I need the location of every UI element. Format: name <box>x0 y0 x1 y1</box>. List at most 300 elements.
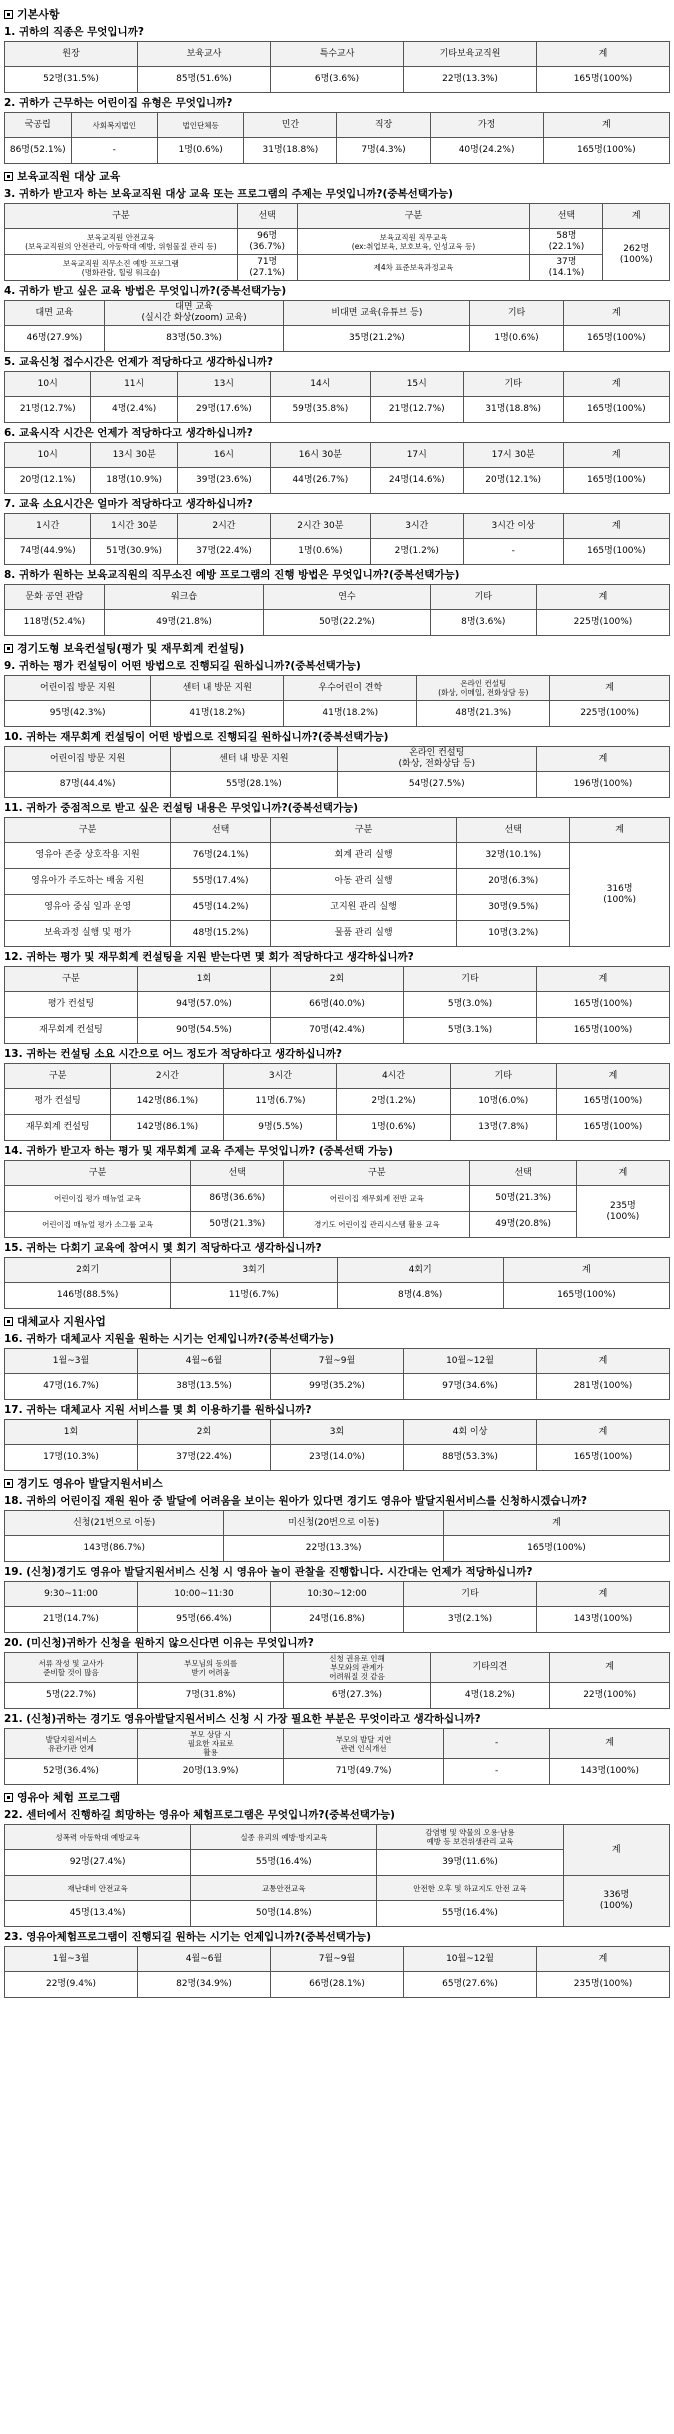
table-header-row <box>5 1511 670 1536</box>
table-cell: 38명(13.5%) <box>138 1374 271 1400</box>
table-cell: 영유아가 주도하는 배움 지원 <box>5 869 171 895</box>
table-cell: 연수 <box>264 585 430 610</box>
question-title: 5. 교육신청 접수시간은 언제가 적당하다고 생각하십니까? <box>4 356 273 368</box>
result-table <box>4 966 670 1044</box>
table-cell: 165명(100%) <box>537 1018 670 1044</box>
question-title: 21. (신청)귀하는 경기도 영유아발달지원서비스 신청 시 가장 필요한 부분은 무엇이라고 생각하십니까? <box>4 1713 481 1725</box>
table-header-row <box>5 113 670 138</box>
table-cell: 55명(17.4%) <box>171 869 271 895</box>
table-cell: 71명(49.7%) <box>284 1759 444 1785</box>
table-cell: 1명(0.6%) <box>157 138 243 164</box>
table-cell: 165명(100%) <box>537 1445 670 1471</box>
table-header-row <box>5 818 670 843</box>
table-header-row <box>5 1729 670 1759</box>
table-cell: 8명(4.8%) <box>337 1283 503 1309</box>
table-cell: 11시 <box>91 372 177 397</box>
table-cell: 41명(18.2%) <box>284 701 417 727</box>
table-cell: 기타 <box>404 1582 537 1607</box>
table-cell: 가정 <box>430 113 543 138</box>
table-cell: 1명(0.6%) <box>337 1115 450 1141</box>
question-title: 11. 귀하가 중점적으로 받고 싶은 컨설팅 내용은 무엇입니까?(중복선택가능) <box>4 802 359 814</box>
table-cell: 우수어린이 견학 <box>284 676 417 701</box>
table-cell: 센터 내 방문 지원 <box>171 747 337 772</box>
table-cell: 재무회계 컨설팅 <box>5 1018 138 1044</box>
table-cell: 165명(100%) <box>563 397 669 423</box>
table-cell: 8명(3.6%) <box>430 610 536 636</box>
table-cell: 5명(22.7%) <box>5 1683 138 1709</box>
result-table <box>4 371 670 423</box>
table-cell: 9:30~11:00 <box>5 1582 138 1607</box>
table-cell: 계 <box>570 818 670 843</box>
table-row <box>5 1536 670 1562</box>
table-cell: 법인단체등 <box>157 113 243 138</box>
table-cell: 165명(100%) <box>556 1115 669 1141</box>
section-heading <box>4 170 670 184</box>
section-title: 대체교사 지원사업 <box>17 1315 106 1328</box>
section-title: 경기도형 보육컨설팅(평가 및 재무회계 컨설팅) <box>17 642 245 655</box>
table-cell: 어린이집 방문 지원 <box>5 676 151 701</box>
table-header-row <box>5 514 670 539</box>
table-cell: 7명(31.8%) <box>138 1683 284 1709</box>
table-row <box>5 1445 670 1471</box>
table-row <box>5 1683 670 1709</box>
table-cell: 평가 컨설팅 <box>5 992 138 1018</box>
table-cell: 2명(1.2%) <box>337 1089 450 1115</box>
result-table <box>4 1728 670 1785</box>
square-bullet-icon <box>4 1793 13 1802</box>
table-cell: 국공립 <box>5 113 72 138</box>
table-header-row <box>5 1349 670 1374</box>
table-cell: 31명(18.8%) <box>244 138 337 164</box>
table-cell: 87명(44.4%) <box>5 772 171 798</box>
table-cell: 계 <box>563 1825 669 1876</box>
table-cell: 3시간 이상 <box>463 514 563 539</box>
table-cell: - <box>463 539 563 565</box>
table-cell: 35명(21.2%) <box>284 326 470 352</box>
table-cell: 32명(10.1%) <box>457 843 570 869</box>
table-cell: 51명(30.9%) <box>91 539 177 565</box>
table-cell: 3회 <box>271 1420 404 1445</box>
table-cell: 146명(88.5%) <box>5 1283 171 1309</box>
table-row <box>5 138 670 164</box>
table-cell: 18명(10.9%) <box>91 468 177 494</box>
question-title: 14. 귀하가 받고자 하는 평가 및 재무회계 교육 주제는 무엇입니까? (중복선택 가능) <box>4 1145 393 1157</box>
table-row <box>5 1089 670 1115</box>
table-cell: 계 <box>556 1064 669 1089</box>
table-cell: 계 <box>537 747 670 772</box>
section-heading <box>4 642 670 656</box>
table-cell: 165명(100%) <box>503 1283 669 1309</box>
table-cell: 선택 <box>237 204 297 229</box>
section-title: 경기도 영유아 발달지원서비스 <box>17 1477 163 1490</box>
table-cell: 계 <box>563 372 669 397</box>
table-cell: 1월~3월 <box>5 1349 138 1374</box>
table-header-row <box>5 1876 670 1901</box>
table-cell: 39명(23.6%) <box>177 468 270 494</box>
table-header-row <box>5 372 670 397</box>
table-cell: 기타 <box>470 301 563 326</box>
table-cell: 아동 관리 실행 <box>271 869 457 895</box>
table-cell: 7명(4.3%) <box>337 138 430 164</box>
table-cell: 20명(13.9%) <box>138 1759 284 1785</box>
table-cell: 5명(3.0%) <box>404 992 537 1018</box>
table-cell: - <box>443 1759 549 1785</box>
table-cell: 4회 이상 <box>404 1420 537 1445</box>
table-cell: 재무회계 컨설팅 <box>5 1115 111 1141</box>
table-cell: 165명(100%) <box>556 1089 669 1115</box>
table-cell: 59명(35.8%) <box>270 397 370 423</box>
result-table <box>4 1824 670 1927</box>
question-title: 2. 귀하가 근무하는 어린이집 유형은 무엇입니까? <box>4 97 233 109</box>
table-row <box>5 1212 670 1238</box>
table-cell: 13시 <box>177 372 270 397</box>
table-cell: 영유아 존중 상호작용 지원 <box>5 843 171 869</box>
table-header-row <box>5 204 670 229</box>
result-table <box>4 513 670 565</box>
table-cell: 50명(21.3%) <box>191 1212 284 1238</box>
table-header-row <box>5 967 670 992</box>
table-cell: 구분 <box>5 818 171 843</box>
table-cell: 31명(18.8%) <box>463 397 563 423</box>
table-cell: 4명(18.2%) <box>430 1683 550 1709</box>
table-cell: 발달지원서비스 유관기관 연계 <box>5 1729 138 1759</box>
table-header-row <box>5 1420 670 1445</box>
table-row <box>5 326 670 352</box>
table-cell: 7월~9월 <box>271 1349 404 1374</box>
table-cell: 2회 <box>138 1420 271 1445</box>
table-row <box>5 468 670 494</box>
section-heading <box>4 1477 670 1491</box>
table-cell: 37명(22.4%) <box>138 1445 271 1471</box>
result-table <box>4 442 670 494</box>
table-cell: 165명(100%) <box>443 1536 669 1562</box>
table-cell: 2회기 <box>5 1258 171 1283</box>
square-bullet-icon <box>4 1317 13 1326</box>
result-table <box>4 584 670 636</box>
table-cell: 37명 (14.1%) <box>530 255 603 281</box>
table-cell: 평가 컨설팅 <box>5 1089 111 1115</box>
table-header-row <box>5 676 670 701</box>
table-cell: 계 <box>550 1653 670 1683</box>
table-cell: 물품 관리 실행 <box>271 921 457 947</box>
table-header-row <box>5 585 670 610</box>
table-cell: 회계 관리 실행 <box>271 843 457 869</box>
table-cell: 76명(24.1%) <box>171 843 271 869</box>
table-cell: 49명(21.8%) <box>104 610 264 636</box>
table-cell: 13시 30분 <box>91 443 177 468</box>
table-cell: 구분 <box>5 1064 111 1089</box>
question-title: 1. 귀하의 직종은 무엇입니까? <box>4 26 144 38</box>
table-cell: 1회 <box>5 1420 138 1445</box>
question-title: 19. (신청)경기도 영유아 발달지원서비스 신청 시 영유아 놀이 관찰을 진행합니다. 시간대는 언제가 적당하십니까? <box>4 1566 533 1578</box>
table-cell: 안전한 오후 및 하교지도 안전 교육 <box>377 1876 563 1901</box>
table-cell: 9명(5.5%) <box>224 1115 337 1141</box>
table-cell: 14시 <box>270 372 370 397</box>
table-header-row <box>5 1947 670 1972</box>
table-cell: 22명(13.3%) <box>404 67 537 93</box>
table-cell: 10명(6.0%) <box>450 1089 556 1115</box>
table-cell: 2명(1.2%) <box>370 539 463 565</box>
table-cell: 29명(17.6%) <box>177 397 270 423</box>
table-cell: 보육교사 <box>138 42 271 67</box>
table-row <box>5 255 670 281</box>
table-cell: 88명(53.3%) <box>404 1445 537 1471</box>
table-cell: 5명(3.1%) <box>404 1018 537 1044</box>
table-cell: 기타보육교직원 <box>404 42 537 67</box>
square-bullet-icon <box>4 172 13 181</box>
table-cell: 제4차 표준보육과정교육 <box>297 255 530 281</box>
table-cell: 기타의견 <box>430 1653 550 1683</box>
table-cell: 기타 <box>430 585 536 610</box>
table-cell: 52명(36.4%) <box>5 1759 138 1785</box>
table-cell: 10명(3.2%) <box>457 921 570 947</box>
table-cell: 특수교사 <box>271 42 404 67</box>
table-cell: 85명(51.6%) <box>138 67 271 93</box>
table-cell: 보육교직원 직무교육 (ex:취업보육, 보호보육, 인성교육 등) <box>297 229 530 255</box>
table-cell: 22명(13.3%) <box>224 1536 443 1562</box>
table-cell: 165명(100%) <box>563 326 669 352</box>
table-cell: 영유아 중심 일과 운영 <box>5 895 171 921</box>
table-cell: 워크숍 <box>104 585 264 610</box>
table-cell: 1시간 <box>5 514 91 539</box>
table-cell: 성폭력 아동학대 예방교육 <box>5 1825 191 1850</box>
table-row <box>5 701 670 727</box>
table-cell: 165명(100%) <box>543 138 669 164</box>
table-header-row <box>5 42 670 67</box>
table-cell: 143명(100%) <box>537 1607 670 1633</box>
table-cell: 50명(21.3%) <box>470 1186 576 1212</box>
table-cell: 1명(0.6%) <box>470 326 563 352</box>
table-cell: 143명(86.7%) <box>5 1536 224 1562</box>
result-table <box>4 112 670 164</box>
table-header-row <box>5 1582 670 1607</box>
section-title: 보육교직원 대상 교육 <box>17 170 121 183</box>
table-cell: 7월~9월 <box>271 1947 404 1972</box>
table-cell: 선택 <box>530 204 603 229</box>
result-table <box>4 1652 670 1709</box>
table-cell: 225명(100%) <box>536 610 669 636</box>
question-title: 4. 귀하가 받고 싶은 교육 방법은 무엇입니까?(중복선택가능) <box>4 285 287 297</box>
table-row <box>5 992 670 1018</box>
table-cell: 165명(100%) <box>537 67 670 93</box>
table-cell: 90명(54.5%) <box>138 1018 271 1044</box>
table-cell: 20명(12.1%) <box>463 468 563 494</box>
question-title: 10. 귀하는 재무회계 컨설팅이 어떤 방법으로 진행되길 원하십니까?(중복선택가능) <box>4 731 389 743</box>
table-cell: 45명(13.4%) <box>5 1901 191 1927</box>
table-cell: 4월~6월 <box>138 1349 271 1374</box>
table-row <box>5 1759 670 1785</box>
table-cell: 48명(15.2%) <box>171 921 271 947</box>
question-title: 20. (미신청)귀하가 신청을 원하지 않으신다면 이유는 무엇입니까? <box>4 1637 314 1649</box>
table-cell: 58명 (22.1%) <box>530 229 603 255</box>
table-cell: 구분 <box>5 967 138 992</box>
table-cell: 165명(100%) <box>537 992 670 1018</box>
table-cell: 16시 <box>177 443 270 468</box>
table-cell: 교통안전교육 <box>191 1876 377 1901</box>
section-title: 기본사항 <box>17 8 60 21</box>
question-title: 12. 귀하는 평가 및 재무회계 컨설팅을 지원 받는다면 몇 회가 적당하다고 생각하십니까? <box>4 951 414 963</box>
result-table <box>4 1510 670 1562</box>
table-row <box>5 610 670 636</box>
table-cell: 어린이집 방문 지원 <box>5 747 171 772</box>
table-cell: 1회 <box>138 967 271 992</box>
table-cell: 54명(27.5%) <box>337 772 537 798</box>
question-title: 7. 교육 소요시간은 얼마가 적당하다고 생각하십니까? <box>4 498 253 510</box>
table-cell: 165명(100%) <box>563 468 669 494</box>
table-row <box>5 1972 670 1998</box>
table-cell: 66명(40.0%) <box>271 992 404 1018</box>
table-cell: 15시 <box>370 372 463 397</box>
table-cell: 71명 (27.1%) <box>237 255 297 281</box>
table-cell: 49명(20.8%) <box>470 1212 576 1238</box>
table-cell: 어린이집 평가 매뉴얼 교육 <box>5 1186 191 1212</box>
table-cell: 17시 <box>370 443 463 468</box>
table-cell: 기타 <box>463 372 563 397</box>
table-cell: 23명(14.0%) <box>271 1445 404 1471</box>
table-cell: 민간 <box>244 113 337 138</box>
result-table <box>4 1160 670 1238</box>
table-cell: 센터 내 방문 지원 <box>151 676 284 701</box>
table-cell: 계 <box>563 301 669 326</box>
table-cell: 구분 <box>297 204 530 229</box>
table-cell: 계 <box>563 514 669 539</box>
table-cell: 4명(2.4%) <box>91 397 177 423</box>
table-cell: - <box>443 1729 549 1759</box>
table-cell: 감염병 및 약물의 오용·남용 예방 등 보건위생관리 교육 <box>377 1825 563 1850</box>
table-cell: 48명(21.3%) <box>417 701 550 727</box>
table-cell: 118명(52.4%) <box>5 610 105 636</box>
table-cell: 22명(9.4%) <box>5 1972 138 1998</box>
table-cell: - <box>71 138 157 164</box>
table-cell: 어린이집 매뉴얼 평가 소그룹 교육 <box>5 1212 191 1238</box>
table-cell: 6명(27.3%) <box>284 1683 430 1709</box>
section-heading <box>4 1791 670 1805</box>
table-cell: 기타 <box>404 967 537 992</box>
result-table <box>4 1257 670 1309</box>
table-cell: 2시간 30분 <box>270 514 370 539</box>
question-title: 3. 귀하가 받고자 하는 보육교직원 대상 교육 또는 프로그램의 주제는 무엇입니까?(중복선택가능) <box>4 188 453 200</box>
table-cell: 계 <box>537 1947 670 1972</box>
result-table <box>4 1063 670 1141</box>
table-cell: 336명 (100%) <box>563 1876 669 1927</box>
table-cell: 기타 <box>450 1064 556 1089</box>
table-row <box>5 1115 670 1141</box>
result-table <box>4 203 670 281</box>
table-cell: 계 <box>537 42 670 67</box>
table-cell: 95명(66.4%) <box>138 1607 271 1633</box>
table-cell: 어린이집 재무회계 전반 교육 <box>284 1186 470 1212</box>
table-cell: 37명(22.4%) <box>177 539 270 565</box>
table-cell: 부모 상담 시 필요한 자료로 활용 <box>138 1729 284 1759</box>
table-cell: 11명(6.7%) <box>171 1283 337 1309</box>
section-heading <box>4 1315 670 1329</box>
table-cell: 4회기 <box>337 1258 503 1283</box>
table-cell: 47명(16.7%) <box>5 1374 138 1400</box>
table-cell: 선택 <box>171 818 271 843</box>
table-cell: 10:00~11:30 <box>138 1582 271 1607</box>
table-cell: 55명(16.4%) <box>377 1901 563 1927</box>
table-cell: 1명(0.6%) <box>270 539 370 565</box>
table-cell: 계 <box>503 1258 669 1283</box>
table-cell: 3회기 <box>171 1258 337 1283</box>
table-cell: 225명(100%) <box>550 701 670 727</box>
table-cell: 4월~6월 <box>138 1947 271 1972</box>
table-cell: 55명(16.4%) <box>191 1850 377 1876</box>
table-cell: 10시 <box>5 372 91 397</box>
table-cell: 82명(34.9%) <box>138 1972 271 1998</box>
question-title: 6. 교육시작 시간은 언제가 적당하다고 생각하십니까? <box>4 427 253 439</box>
table-cell: 계 <box>550 676 670 701</box>
table-row <box>5 1374 670 1400</box>
table-cell: 계 <box>550 1729 670 1759</box>
table-cell: 미신청(20번으로 이동) <box>224 1511 443 1536</box>
table-cell: 142명(86.1%) <box>111 1089 224 1115</box>
table-row <box>5 843 670 869</box>
table-row <box>5 229 670 255</box>
square-bullet-icon <box>4 1479 13 1488</box>
table-cell: 20명(12.1%) <box>5 468 91 494</box>
table-cell: 10:30~12:00 <box>271 1582 404 1607</box>
table-cell: 보육교직원 직무소진 예방 프로그램 (명화관람, 힐링 워크숍) <box>5 255 238 281</box>
table-row <box>5 67 670 93</box>
table-cell: 10월~12월 <box>404 1349 537 1374</box>
table-cell: 선택 <box>457 818 570 843</box>
table-header-row <box>5 443 670 468</box>
table-cell: 문화 공연 관람 <box>5 585 105 610</box>
question-title: 13. 귀하는 컨설팅 소요 시간으로 어느 정도가 적당하다고 생각하십니까? <box>4 1048 342 1060</box>
question-title: 9. 귀하는 평가 컨설팅이 어떤 방법으로 진행되길 원하십니까?(중복선택가능) <box>4 660 361 672</box>
question-title: 15. 귀하는 다회기 교육에 참여시 몇 회기 적당하다고 생각하십니까? <box>4 1242 322 1254</box>
table-cell: 281명(100%) <box>537 1374 670 1400</box>
table-header-row <box>5 1825 670 1850</box>
table-header-row <box>5 1064 670 1089</box>
table-cell: 65명(27.6%) <box>404 1972 537 1998</box>
table-cell: 3시간 <box>370 514 463 539</box>
table-cell: 10시 <box>5 443 91 468</box>
table-row <box>5 397 670 423</box>
table-cell: 50명(22.2%) <box>264 610 430 636</box>
table-cell: 구분 <box>271 818 457 843</box>
table-cell: 보육과정 실행 및 평가 <box>5 921 171 947</box>
table-cell: 21명(14.7%) <box>5 1607 138 1633</box>
table-cell: 계 <box>537 1349 670 1374</box>
table-cell: 보육교직원 안전교육 (보육교직원의 안전관리, 아동학대 예방, 위험물질 관리 등) <box>5 229 238 255</box>
table-cell: 86명(36.6%) <box>191 1186 284 1212</box>
result-table <box>4 746 670 798</box>
table-cell: 30명(9.5%) <box>457 895 570 921</box>
table-cell: 196명(100%) <box>537 772 670 798</box>
table-cell: 74명(44.9%) <box>5 539 91 565</box>
table-cell: 13명(7.8%) <box>450 1115 556 1141</box>
table-cell: 22명(100%) <box>550 1683 670 1709</box>
table-cell: 4시간 <box>337 1064 450 1089</box>
table-cell: 비대면 교육(유튜브 등) <box>284 301 470 326</box>
table-cell: 24명(14.6%) <box>370 468 463 494</box>
table-cell: 24명(16.8%) <box>271 1607 404 1633</box>
table-cell: 고지원 관리 실행 <box>271 895 457 921</box>
table-header-row <box>5 1653 670 1683</box>
result-table <box>4 1581 670 1633</box>
table-cell: 계 <box>537 1582 670 1607</box>
table-cell: 39명(11.6%) <box>377 1850 563 1876</box>
square-bullet-icon <box>4 10 13 19</box>
table-cell: 94명(57.0%) <box>138 992 271 1018</box>
table-cell: 20명(6.3%) <box>457 869 570 895</box>
result-table <box>4 1348 670 1400</box>
table-cell: 2시간 <box>111 1064 224 1089</box>
table-cell: 6명(3.6%) <box>271 67 404 93</box>
table-cell: 165명(100%) <box>563 539 669 565</box>
